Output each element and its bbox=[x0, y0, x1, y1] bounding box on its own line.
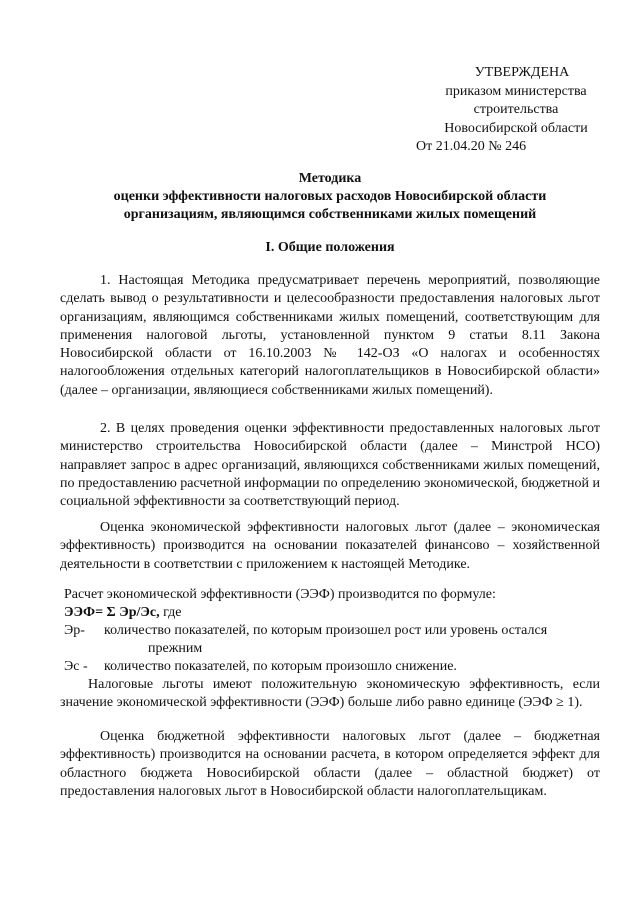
approval-line-1: УТВЕРЖДЕНА bbox=[474, 65, 570, 80]
definition-term-es: Эс - bbox=[64, 659, 88, 674]
definition-text-er: количество показателей, по которым произошел рост или уровень остался bbox=[104, 623, 548, 638]
document-title: Методика bbox=[298, 171, 362, 186]
paragraph-budget-efficiency: Оценка бюджетной эффективности налоговых льгот (далее – бюджетная эффективность) производится на основании расчета, в котором определяется эффект для областного бюджета Новосибирской области (далее – областной бюджет) от предоставления налоговых льгот в Новосибирской области налогоплательщикам. bbox=[60, 729, 600, 799]
formula-intro: Расчет экономической эффективности (ЭЭФ) производится по формуле: bbox=[64, 587, 496, 602]
paragraph-economic-efficiency: Оценка экономической эффективности налоговых льгот (далее – экономическая эффективность) производится на основании показателей финансово – хозяйственной деятельности в соответствии с приложением к настоящей Методике. bbox=[60, 520, 600, 572]
document-subtitle-line-1: оценки эффективности налоговых расходов Новосибирской области bbox=[113, 189, 547, 204]
definition-term-er: Эр- bbox=[64, 623, 85, 638]
definition-text-er-continued: прежним bbox=[148, 641, 203, 656]
document-subtitle-line-2: организациям, являющимся собственниками жилых помещений bbox=[123, 207, 537, 222]
definition-text-es: количество показателей, по которым произошло снижение. bbox=[104, 659, 457, 674]
approval-line-2: приказом министерства bbox=[445, 83, 587, 99]
paragraph-positive-efficiency: Налоговые льготы имеют положительную экономическую эффективность, если значение экономической эффективности (ЭЭФ) больше либо равно единице (ЭЭФ ≥ 1). bbox=[60, 677, 600, 711]
paragraph-2: 2. В целях проведения оценки эффективности предоставленных налоговых льгот министерство строительства Новосибирской области (далее – Минстрой НСО) направляет запрос в адрес организаций, являющихся собственниками жилых помещений, по предоставлению расчетной информации по определению экономической, бюджетной и социальной эффективности за соответствующий период. bbox=[60, 421, 600, 510]
section-heading: I. Общие положения bbox=[265, 240, 395, 255]
formula-expression: ЭЭФ= Σ Эр/Эс, bbox=[64, 605, 160, 620]
approval-line-4: Новосибирской области bbox=[444, 120, 588, 136]
approval-line-3: строительства bbox=[473, 102, 559, 117]
paragraph-1: 1. Настоящая Методика предусматривает перечень мероприятий, позволяющие сделать вывод о результативности и целесообразности предоставления налоговых льгот организациям, являющимся собственниками жилых помещений, соответствующим для применения налоговой льготы, установленной пунктом 9 статьи 8.11 Закона Новосибирской области от 16.10.2003 № 142-ОЗ «О налогах и особенностях налогообложения отдельных категорий налогоплательщиков в Новосибирской области» (далее – организации, являющиеся собственниками жилых помещений). bbox=[60, 273, 600, 398]
approval-stamp bbox=[416, 64, 616, 157]
formula bbox=[64, 604, 181, 622]
approval-line-5: От 21.04.20 № 246 bbox=[416, 139, 527, 154]
formula-where: где bbox=[159, 605, 182, 620]
